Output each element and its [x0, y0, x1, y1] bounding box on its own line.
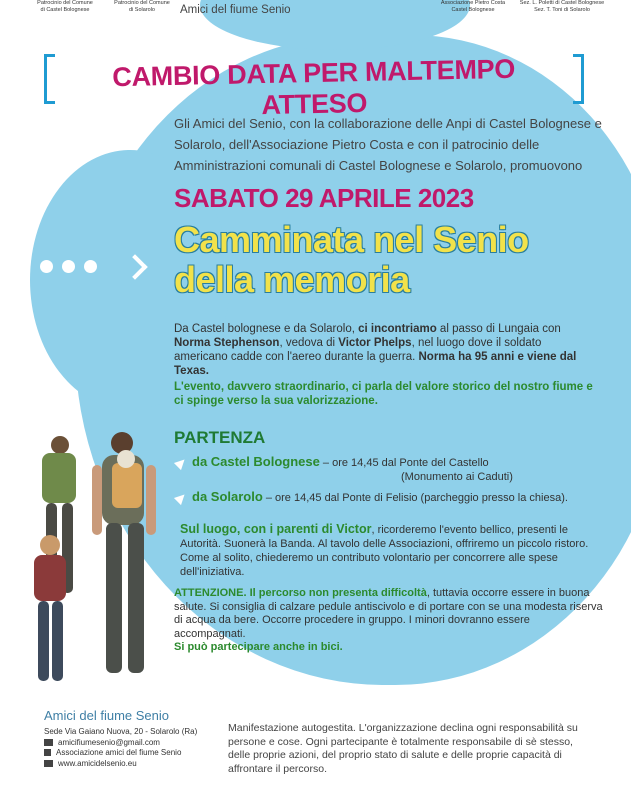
- dot-icon: [40, 260, 53, 273]
- partenza-heading: PARTENZA: [174, 428, 266, 447]
- description-paragraph-2: L'evento, davvero straordinario, ci parla del valore storico del nostro fiume e ci spinge verso la sua valorizzazione.: [174, 381, 593, 407]
- walkers-photo: [10, 425, 180, 695]
- event-title: [174, 220, 529, 300]
- assoc-costa: Associazione Pietro Costa Castel Bolognese: [440, 0, 506, 13]
- patrocinio-castel: Patrocinio del Comune di Castel Bolognese: [37, 0, 93, 13]
- child-walker-figure: [34, 535, 66, 681]
- facebook-icon: [44, 749, 51, 756]
- monitor-icon: [44, 760, 53, 767]
- mail-icon: [44, 739, 53, 746]
- contact-info: [44, 727, 197, 769]
- facebook-line: Associazione amici del fiume Senio: [44, 748, 197, 759]
- bracket-right: [573, 54, 584, 104]
- title-line-2: della memoria: [174, 259, 410, 300]
- patrocinio-solarolo: Patrocinio del Comune di Solarolo: [114, 0, 170, 13]
- bracket-left: [44, 54, 55, 104]
- attenzione-text: ATTENZIONE. Il percorso non presenta difficoltà, tuttavia occorre essere in buona salute. Si consiglia di calzare pedule antiscivolo e di portare con se una modesta riserva di acqua da bere. Occorre procedere in gruppo. I minori dovranno essere accompagnati. Si può partecipare anche in bici.: [174, 587, 603, 653]
- email-line: amicifiumesenio@gmail.com: [44, 738, 197, 749]
- header-amici-label: Amici del fiume Senio: [180, 4, 291, 16]
- departure-castel: da Castel Bolognese – ore 14,45 dal Ponte del Castello (Monumento ai Caduti): [176, 455, 606, 484]
- intro-text: Gli Amici del Senio, con la collaborazione delle Anpi di Castel Bolognese e Solarolo, dell'Associazione Pietro Costa e con il patrocinio delle Amministrazioni comunali di Castel Bolognese e Solarolo, promuovono: [174, 116, 602, 173]
- address: Sede Via Gaiano Nuova, 20 - Solarolo (Ra): [44, 727, 198, 736]
- dot-icon: [62, 260, 75, 273]
- dot-icon: [84, 260, 97, 273]
- footer-logo: Amici del fiume Senio: [44, 708, 169, 723]
- title-line-1: Camminata nel Senio: [174, 219, 529, 260]
- description-paragraph-1: Da Castel bolognese e da Solarolo, ci incontriamo al passo di Lungaia con Norma Stephenson, vedova di Victor Phelps, nel luogo dove il soldato americano cadde con l'aereo durante la guerra. Norma ha 95 anni e viene dal Texas.: [174, 323, 577, 377]
- disclaimer: Manifestazione autogestita. L'organizzazione declina ogni responsabilità su persone e cose. Ogni partecipante è totalmente responsabile di sè stesso, delle proprie azioni, del proprio stato di salute e delle proprie capacità di affrontare il percorso.: [228, 722, 578, 775]
- weather-banner: [44, 53, 584, 121]
- banner-text: CAMBIO DATA PER MALTEMPO ATTESO: [112, 53, 516, 121]
- event-description: [174, 322, 594, 408]
- sez-anpi: Sez. L. Poletti di Castel Bolognese Sez. T. Toni di Solarolo: [519, 0, 605, 13]
- adult-walker-figure: [92, 432, 156, 673]
- departure-solarolo: da Solarolo – ore 14,45 dal Ponte di Felisio (parcheggio presso la chiesa).: [176, 490, 616, 505]
- event-date: SABATO 29 APRILE 2023: [174, 183, 474, 213]
- website-line: www.amicidelsenio.eu: [44, 759, 197, 770]
- luogo-text: Sul luogo, con i parenti di Victor, ricorderemo l'evento bellico, presenti le Autorità. Suonerà la Banda. Al tavolo delle Associazioni, offriremo un piccolo ristoro. Come al solito, chiederemo un contributo volontario per concorrere alle spese dell'iniziativa.: [180, 522, 589, 578]
